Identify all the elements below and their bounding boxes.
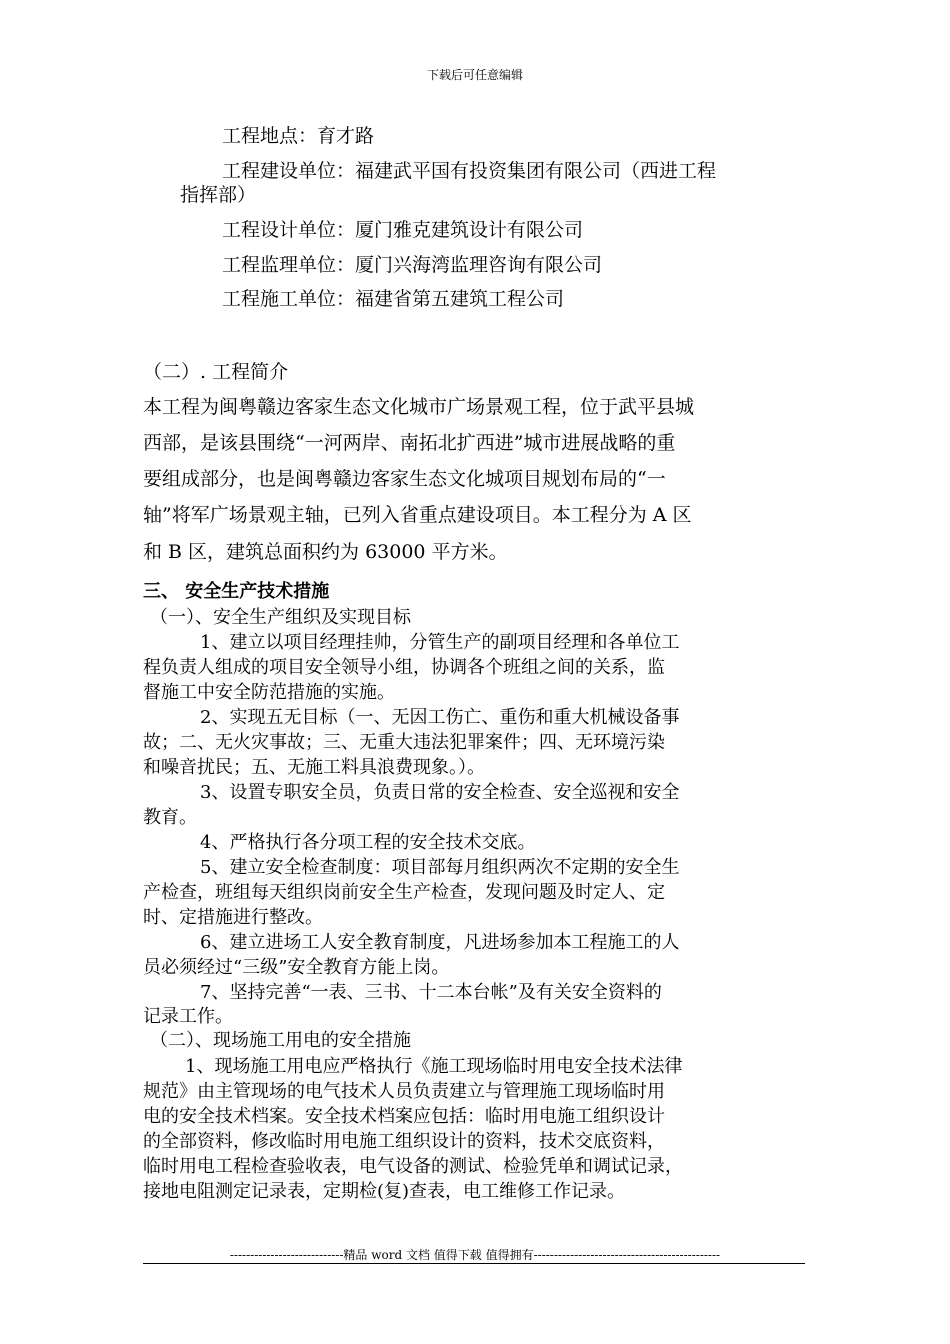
body-line: 规范》由主管现场的电气技术人员负责建立与管理施工现场临时用 — [143, 1081, 665, 1102]
subsection-heading: （一）、安全生产组织及实现目标 — [150, 607, 411, 628]
body-line: 督施工中安全防范措施的实施。 — [143, 682, 395, 703]
body-line: 产检查，班组每天组织岗前安全生产检查，发现问题及时定人、定 — [143, 882, 665, 903]
body-line: 时、定措施进行整改。 — [143, 907, 323, 928]
body-line: 1、建立以项目经理挂帅，分管生产的副项目经理和各单位工 — [200, 632, 680, 653]
intro-line: 和 B 区，建筑总面积约为 63000 平方米。 — [143, 541, 508, 563]
intro-line: 轴”将军广场景观主轴，已列入省重点建设项目。本工程分为 A 区 — [143, 504, 692, 526]
intro-line: 要组成部分，也是闽粤赣边客家生态文化城项目规划布局的“一 — [143, 468, 666, 490]
body-line: 7、坚持完善“一表、三书、十二本台帐”及有关安全资料的 — [200, 982, 662, 1003]
body-line: 2、实现五无目标（一、无因工伤亡、重伤和重大机械设备事 — [200, 707, 680, 728]
intro-heading: （二）. 工程简介 — [143, 361, 289, 383]
page-footer: ----------------------------精品 word 文档 值得下载 值得拥有---------------------------------------------- — [229, 1248, 721, 1262]
info-line: 工程地点：育才路 — [222, 125, 375, 147]
body-line: 5、建立安全检查制度：项目部每月组织两次不定期的安全生 — [200, 857, 680, 878]
body-line: 故；二、无火灾事故；三、无重大违法犯罪案件；四、无环境污染 — [143, 732, 665, 753]
info-line: 工程设计单位：厦门雅克建筑设计有限公司 — [222, 219, 584, 241]
body-line: 的全部资料，修改临时用电施工组织设计的资料，技术交底资料， — [143, 1131, 665, 1152]
body-line: 6、建立进场工人安全教育制度，凡进场参加本工程施工的人 — [200, 932, 680, 953]
footer-rule — [143, 1263, 805, 1264]
info-line: 工程建设单位：福建武平国有投资集团有限公司（西进工程 — [222, 160, 717, 182]
info-line: 指挥部） — [180, 184, 257, 206]
body-line: 3、设置专职安全员，负责日常的安全检查、安全巡视和安全 — [200, 782, 680, 803]
subsection-heading: （二）、现场施工用电的安全措施 — [150, 1030, 411, 1051]
body-line: 员必须经过“三级”安全教育方能上岗。 — [143, 957, 450, 978]
body-line: 电的安全技术档案。安全技术档案应包括：临时用电施工组织设计 — [143, 1106, 665, 1127]
body-line: 接地电阻测定记录表，定期检(复)查表，电工维修工作记录。 — [143, 1181, 626, 1202]
body-line: 和噪音扰民；五、无施工料具浪费现象。）。 — [143, 757, 485, 778]
body-line: 1、现场施工用电应严格执行《施工现场临时用电安全技术法律 — [185, 1056, 683, 1077]
body-line: 临时用电工程检查验收表，电气设备的测试、检验凭单和调试记录， — [143, 1156, 683, 1177]
intro-line: 本工程为闽粤赣边客家生态文化城市广场景观工程，位于武平县城 — [143, 396, 695, 418]
body-line: 4、严格执行各分项工程的安全技术交底。 — [200, 832, 536, 853]
intro-line: 西部，是该县围绕“一河两岸、南拓北扩西进”城市进展战略的重 — [143, 432, 676, 454]
section-title: 三、 安全生产技术措施 — [143, 581, 330, 602]
body-line: 记录工作。 — [143, 1006, 233, 1027]
info-line: 工程监理单位：厦门兴海湾监理咨询有限公司 — [222, 254, 603, 276]
page-header: 下载后可任意编辑 — [426, 68, 523, 82]
body-line: 程负责人组成的项目安全领导小组，协调各个班组之间的关系，监 — [143, 657, 665, 678]
info-line: 工程施工单位：福建省第五建筑工程公司 — [222, 288, 565, 310]
body-line: 教育。 — [143, 807, 197, 828]
